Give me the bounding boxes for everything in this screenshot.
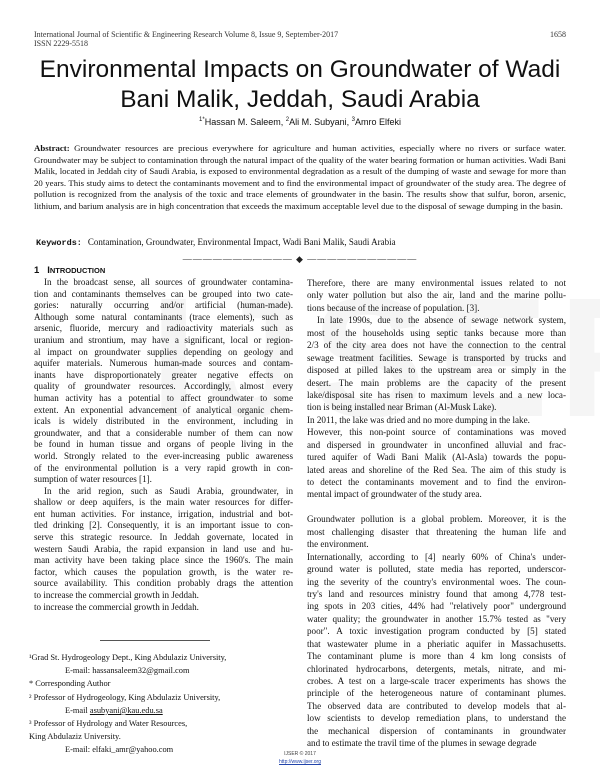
text-line: 2/3 of the city area does not have the connection to the central: [307, 340, 566, 351]
footnote-3: ³ Professor of Hydrology and Water Resources,: [29, 719, 188, 729]
text-line: disposed at pilled lakes to the upstream area or simply in the: [307, 365, 566, 376]
text-line: sumption of water resources [1].: [34, 474, 152, 485]
keywords-text: Contamination, Groundwater, Environmental Impact, Wadi Bani Malik, Saudi Arabia: [87, 237, 396, 247]
text-line: be found in human tissue and organs of people living in the: [34, 439, 293, 450]
text-line: mental impact of groundwater of the study area.: [307, 489, 482, 500]
text-line: gories: naturally occurring and/or artificial (human-made).: [34, 300, 293, 311]
title-line-2: Bani Malik, Jeddah, Saudi Arabia: [120, 86, 480, 113]
paper-title: [0, 55, 600, 115]
text-line: tions because of the increase of population. [3].: [307, 302, 480, 313]
text-line: poor". A toxic investigation program conducted by [5] stated: [307, 626, 566, 637]
text-line: man activity have been taking place since the 1960's. The main: [34, 555, 293, 566]
text-line: sewage treatment facilities. Sewage is transported by trucks and: [307, 352, 566, 363]
text-line: the environment.: [307, 539, 369, 550]
footnote-rule: [100, 640, 210, 641]
footnotes: [29, 651, 226, 757]
author-name: Amro Elfeki: [354, 117, 401, 127]
abstract: [34, 143, 566, 213]
text-line: arsenic, fluoride, mercury and radioactivity materials such as: [34, 323, 293, 334]
text-line: human activity has a potential to affect groundwater to some: [34, 392, 293, 403]
email-label: E-mail: [65, 705, 90, 715]
text-line: of the environmental pollution is a very rapid growth in con-: [34, 462, 293, 473]
abstract-text: Groundwater resources are precious everywhere for agriculture and human activities, especially where no rivers or surface water. Groundwater may be subject to contamination through the natural impact of the quality of the water bearing formation or human activities. Wadi Bani Malik, located in Jeddah city of Saudi Arabia, is exposed to environmental degradation as a result of the dumping of waste and sewage for more than 20 years. This study aims to detect the contaminants movement and to find the environmental impact of groundwater of the study area. The degree of pollution is recognized from the analysis of the toxic and trace elements of groundwater in the basin. The results show that sulfur, boron, arsenic, lithium, and barium analysis are in high concentration that exceeds the maximum acceptable level due to the disposal of sewage dumping in the basin.: [34, 143, 566, 211]
left-column: [34, 277, 293, 613]
text-line: In the broadcast sense, all sources of groundwater contamina-: [44, 277, 293, 287]
footnote-1-email: E-mail: hassansaleem32@gmail.com: [65, 666, 190, 676]
text-line: crobes. A test on a large-scale tracer experiments has shows the: [307, 676, 566, 686]
corresponding-author-note: * Corresponding Author: [29, 679, 111, 689]
text-line: In the arid region, such as Saudi Arabia, groundwater, in: [44, 485, 293, 496]
text-line: desert. The main problems are the capacity of the present: [307, 377, 566, 388]
text-line: lated areas and shoreline of the Red Sea. The aim of this study is: [307, 464, 566, 475]
title-line-1: Environmental Impacts on Groundwater of Wadi: [39, 56, 561, 83]
text-line: and dispersed in groundwater in unconfined alluvial and frac-: [307, 439, 566, 450]
text-line: tion is being installed near Briman (Al-Musk Lake).: [307, 402, 497, 413]
text-line: Groundwater pollution is a global problem. Moreover, it is the: [307, 514, 566, 525]
text-line: ground water is polluted, state media has reported, underscor-: [307, 564, 566, 575]
text-line: to increase the commercial growth in Jeddah.: [34, 590, 199, 601]
text-line: groundwater, and that a considerable number of them can now: [34, 427, 293, 438]
abstract-label: Abstract:: [34, 143, 70, 153]
text-line: tured aquifer of Wadi Bani Malik (Al-Asla) towards the popu-: [307, 452, 566, 463]
text-line: shallow or deep aquifers, is the main water resources for differ-: [34, 497, 293, 508]
author-name: Hassan M. Saleem,: [204, 117, 286, 127]
section-title-initial: I: [47, 265, 50, 276]
text-line: source availability. This condition probably drags the attention: [34, 578, 293, 589]
text-line: extent. An exponential advancement of analytical organic chem-: [34, 404, 293, 415]
text-line: tion and contaminants themselves can be grouped into two cate-: [34, 288, 293, 299]
text-line: that wastewater plume in a pheriatic aquifer in Massachusetts.: [307, 638, 566, 649]
text-line: the mechanical dispersion of contaminants in groundwater: [307, 725, 566, 736]
text-line: western Saudi Arabia, the rapid expansion in land use and hu-: [34, 543, 293, 554]
text-line: Although some natural contaminants (trace elements), such as: [34, 311, 293, 322]
author-name: Ali M. Subyani,: [289, 117, 352, 127]
text-line: low scientists to develop remediation plans, to understand the: [307, 713, 566, 724]
text-line: [307, 501, 566, 513]
page-footer: [0, 750, 600, 766]
footnote-3-affiliation: King Abdulaziz University.: [29, 732, 121, 742]
text-line: tled drinking [2]. Consequently, it is an important issue to con-: [34, 520, 293, 531]
text-line: icals is widely distributed in the environment, including in: [34, 416, 293, 427]
keywords: [36, 237, 396, 248]
footnote-2-email: [29, 704, 226, 717]
text-line: al impact on groundwater supplies depending on geology and: [34, 346, 293, 357]
footnote-2: ² Professor of Hydrogeology, King Abdulaziz University,: [29, 692, 221, 702]
journal-header: [34, 30, 338, 48]
text-line: principle of the heterogeneous nature of contaminant plumes.: [307, 688, 566, 699]
text-line: The observed data are contributed to develop models that al-: [307, 700, 566, 711]
text-line: world. Strongly related to the ever-increasing public awareness: [34, 450, 293, 461]
footnote-3-email: E-mail: elfaki_amr@yahoo.com: [65, 745, 174, 755]
text-line: most of the households using septic tanks because more than: [307, 327, 566, 338]
author-sup: 3: [351, 117, 355, 123]
section-heading: [34, 265, 105, 276]
text-line: uranium and strontium, may have a significant, local or region-: [34, 334, 293, 345]
text-line: The contaminant plume is more than 4 km long consists of: [307, 651, 566, 662]
text-line: chlorinated hydrocarbons, detergents, metals, nitrate, and mi-: [307, 663, 566, 674]
email-link[interactable]: asubyani@kau.edu.sa: [89, 705, 163, 715]
text-line: most challenging disaster that threatening the human life and: [307, 526, 566, 537]
text-line: In 2011, the lake was dried and no more dumping in the lake.: [307, 414, 530, 425]
text-line: However, this non-point source of contaminations was moved: [307, 427, 566, 438]
footnote-1: ¹Grad St. Hydrogeology Dept., King Abdulaziz University,: [29, 653, 227, 662]
text-line: serve this strategic resource. In Jeddah governate, located in: [34, 532, 293, 543]
text-line: ing spots in 203 cities, 44% had "relatively poor" underground: [307, 601, 566, 612]
keywords-label: Keywords:: [36, 238, 82, 248]
issn: ISSN 2229-5518: [34, 39, 89, 48]
text-line: ing the severity of the country's environmental woes. The coun-: [307, 576, 566, 587]
text-line: quality of groundwater resources. Accordingly, almost every: [34, 381, 293, 392]
text-line: and to estimate the travil time of the plumes in sewage degrade: [307, 738, 537, 749]
authors: [0, 117, 600, 127]
footer-copyright: IJSER © 2017: [284, 751, 316, 757]
right-column: [307, 277, 566, 750]
text-line: to increase the commercial growth in Jeddah.: [34, 601, 199, 612]
text-line: to detect the contaminants movement and to find the environ-: [307, 477, 566, 487]
author-sup: 1*: [199, 117, 205, 123]
page-number: 1658: [550, 30, 566, 39]
section-separator: ——————————— ◆ ———————————: [182, 254, 418, 264]
text-line: lake/disposal site has risen to maximum levels and a new loca-: [307, 389, 566, 400]
text-line: In late 1990s, due to the absence of sewage network system,: [317, 315, 566, 326]
text-line: ent human activities. For instance, irrigation, industrial and bot-: [34, 508, 293, 519]
text-line: factor, which causes the population growth, is the water re-: [34, 566, 293, 577]
text-line: Therefore, there are many environmental issues related to not: [307, 278, 566, 288]
text-line: aquifer materials. Numerous human-made sources and contam-: [34, 358, 293, 369]
text-line: Internationally, according to [4] nearly 60% of China's under-: [307, 551, 566, 562]
section-title-rest: NTRODUCTION: [49, 266, 106, 275]
text-line: inants have disproportionately greater negative effects on: [34, 369, 293, 380]
author-sup: 2: [285, 117, 290, 123]
section-number: 1: [34, 265, 40, 276]
journal-name: International Journal of Scientific & Engineering Research Volume 8, Issue 9, September-2017: [34, 30, 339, 39]
footer-url-link[interactable]: http://www.ijser.org: [279, 759, 321, 765]
text-line: only water pollution but also the air, land and the marine pollu-: [307, 290, 566, 301]
text-line: water quality; the groundwater in another 15.7% tested as "very: [307, 613, 566, 624]
text-line: try's land and resources ministry found that among 4,778 test-: [307, 588, 566, 599]
